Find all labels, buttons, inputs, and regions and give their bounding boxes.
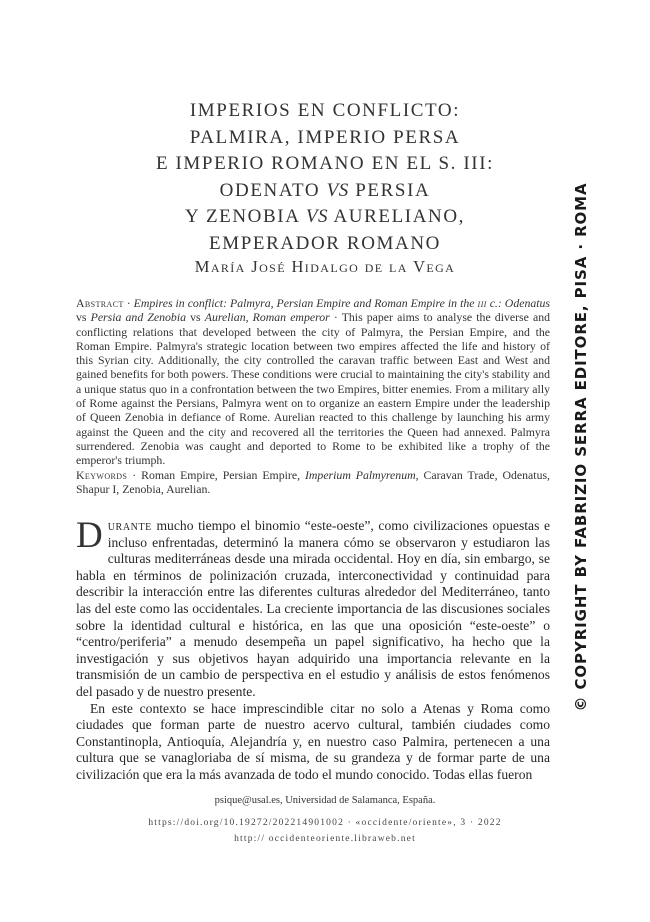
body-paragraph-2: En este contexto se hace imprescindible citar no solo a Atenas y Roma como ciudades que forman parte de nuestro acervo cultural, también ciudades como Constantinopla, Antioquía, Alejandría y, en nuestro caso Palmira, pertenecen a una cultura que se vanagloriaba de sí misma, de su grandeza y de formar parte de una civilización que era la más avanzada de todo el mundo conocido. Todas ellas fueron <box>76 700 550 782</box>
abstract-vs-2: vs <box>186 310 205 325</box>
keywords-part-1: Roman Empire, Persian Empire, <box>141 467 305 482</box>
body-paragraph-1 <box>76 515 550 701</box>
abstract <box>76 296 550 496</box>
title-line-2: PALMIRA, IMPERIO PERSA <box>189 126 461 148</box>
drop-cap: D <box>76 515 103 556</box>
abstract-title-iii: iii <box>477 296 487 310</box>
abstract-separator-2: · <box>329 310 342 325</box>
title-line-5 <box>0 204 650 231</box>
body-text <box>76 515 550 784</box>
abstract-title-3: Persia and Zenobia <box>90 310 187 325</box>
keywords-italic: Imperium Palmyrenum <box>304 467 416 482</box>
keywords-separator: · <box>127 467 142 482</box>
abstract-label: Abstract <box>76 296 124 310</box>
abstract-title-1: Empires in conflict: Palmyra, Persian Empire and Roman Empire in the <box>133 296 475 310</box>
title-line-5-vs: VS <box>305 206 329 227</box>
title-line-4-vs: VS <box>326 179 349 201</box>
keywords-part-2: , Caravan Trade, Odenatus, Shapur I, Zenobia, Aurelian. <box>76 467 551 496</box>
abstract-text: This paper aims to analyse the diverse and conflicting relations that developed between the city of Palmyra, the Persian Empire, and the Roman Empire. Palmyra's strategic location between two empires affected the life and history of this Syrian city. Additionally, the city controlled the caravan traffic between East and West and gained benefits for both powers. These conditions were crucial to maintaining the city's stability and a unique status quo in a confrontation between the two Empires, bitter enemies. From a military ally of Rome against the Persians, Palmyra went on to organize an eastern Empire under the leadership of Queen Zenobia in defiance of Rome. Aurelian reacted to this challenge by launching his army against the Queen and the city and recovered all the territories the Queen had annexed. Palmyra surrendered. Zenobia was caught and deported to Rome to be exhibited like a trophy of the emperor's triumph. <box>76 310 551 468</box>
lead-in-caps: urante <box>107 518 152 533</box>
title-line-5-b: AURELIANO, <box>328 206 466 227</box>
keywords-label: Keywords <box>76 467 128 482</box>
title-line-3: E IMPERIO ROMANO EN EL S. III: <box>155 153 495 174</box>
abstract-title-4: Aurelian, Roman emperor <box>204 310 330 325</box>
title-line-1: IMPERIOS EN CONFLICTO: <box>189 100 461 121</box>
title-line-4-a: ODENATO <box>219 179 327 201</box>
title-line-4 <box>0 178 650 205</box>
abstract-paragraph <box>76 296 550 468</box>
article-title <box>0 98 650 257</box>
title-line-5-a: Y ZENOBIA <box>184 206 306 227</box>
title-line-4-b: PERSIA <box>348 179 431 201</box>
keywords-paragraph <box>76 468 550 497</box>
doi-line: https://doi.org/10.19272/202214901002 · «occidente/oriente», 3 · 2022 <box>148 818 502 828</box>
copyright-text: © COPYRIGHT BY FABRIZIO SERRA EDITORE, PISA · ROMA <box>572 182 590 712</box>
title-line-6: EMPERADOR ROMANO <box>209 232 441 254</box>
abstract-title-2: c.: Odenatus <box>486 296 551 310</box>
author-name: María José Hidalgo de la Vega <box>194 257 456 276</box>
abstract-vs-1: vs <box>76 310 91 325</box>
author-footnote: psique@usal.es, Universidad de Salamanca, España. <box>214 795 436 806</box>
abstract-separator: · <box>123 296 134 310</box>
journal-url: http:// occidenteoriente.libraweb.net <box>234 834 416 844</box>
paragraph-1-text: mucho tiempo el binomio “este-oeste”, como civilizaciones opuestas e incluso enfrentadas, determinó la manera cómo se observaron y estudiaron las culturas mediterráneas desde una mirada occidental. Hoy en día, sin embargo, se habla en términos de polinización cruzada, interconectividad y continuidad para describir la interacción entre las diferentes culturas alrededor del Mediterráneo, tanto las del este como las occidentales. La creciente importancia de las discusiones sociales sobre la identidad cultural e histórica, en las que una oposición “este-oeste” o “centro/periferia” a menudo desempeña un papel significativo, ha hecho que la investigación y sus objetivos hayan adquirido una importancia relevante en la transmisión de un cambio de perspectiva en el estudio y análisis de estos fenómenos del pasado y de nuestro presente. <box>76 518 550 699</box>
copyright-sidebar <box>566 182 596 712</box>
